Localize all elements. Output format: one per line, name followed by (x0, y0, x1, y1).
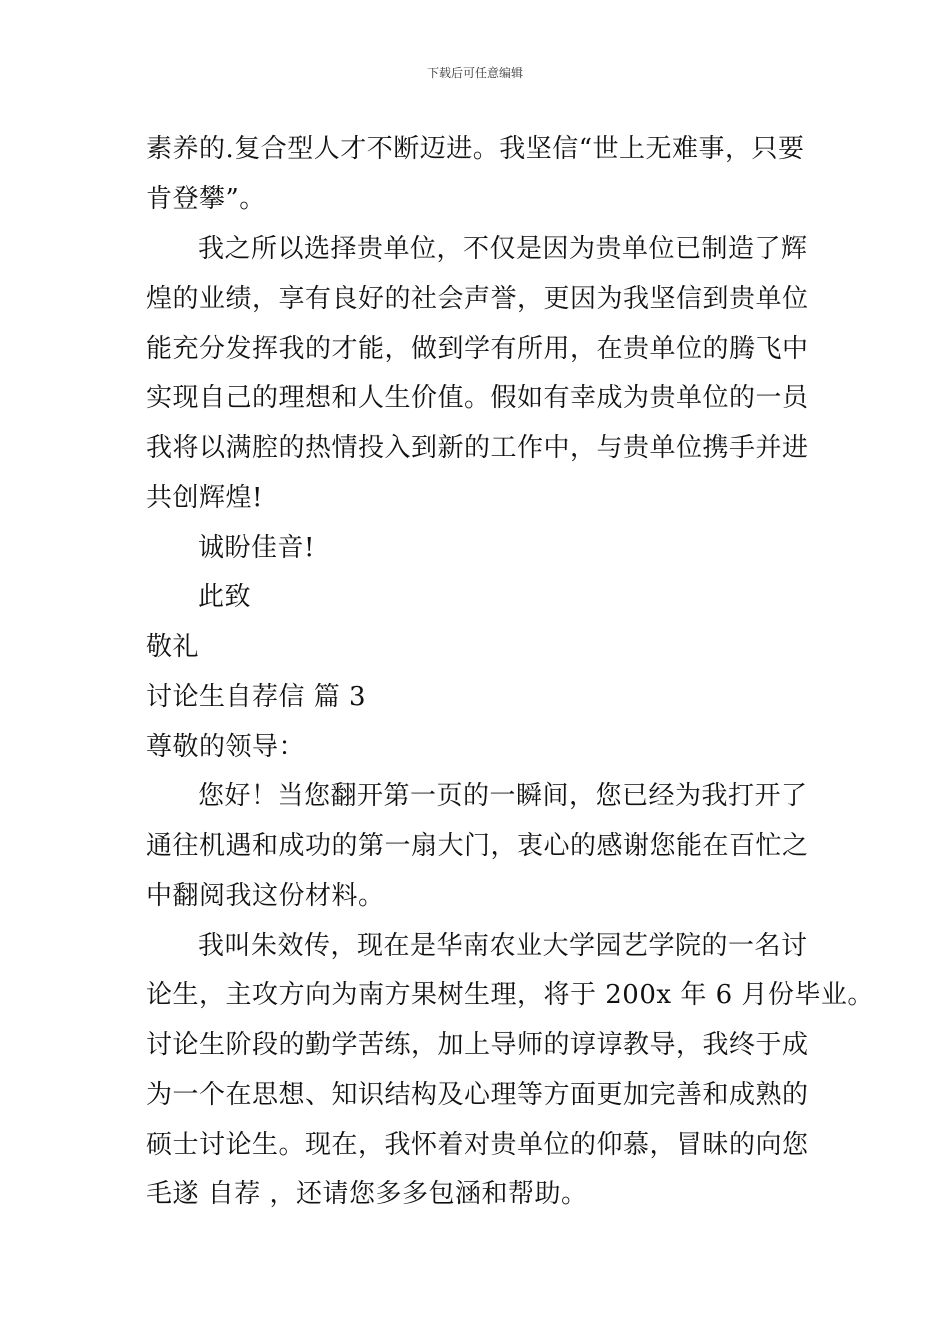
closing-line: 敬礼 (146, 632, 200, 662)
paragraph-line: 毛遂 自荐 ，还请您多多包涵和帮助。 (146, 1179, 588, 1209)
paragraph-line: 讨论生阶段的勤学苦练，加上导师的谆谆教导，我终于成 (146, 1030, 809, 1060)
paragraph-line: 我之所以选择贵单位，不仅是因为贵单位已制造了辉 (198, 234, 808, 264)
paragraph-line: 我将以满腔的热情投入到新的工作中，与贵单位携手并进 (146, 433, 809, 463)
paragraph-line: 肯登攀”。 (146, 184, 266, 214)
paragraph-line: 素养的.复合型人才不断迈进。我坚信“世上无难事，只要 (146, 134, 805, 164)
paragraph-line: 实现自己的理想和人生价值。假如有幸成为贵单位的一员 (146, 383, 809, 413)
paragraph-line: 共创辉煌! (146, 483, 263, 513)
paragraph-line: 通往机遇和成功的第一扇大门，衷心的感谢您能在百忙之 (146, 831, 809, 861)
paragraph-line: 硕士讨论生。现在，我怀着对贵单位的仰慕，冒昧的向您 (146, 1130, 809, 1160)
paragraph-line: 中翻阅我这份材料。 (146, 881, 385, 911)
paragraph-line: 论生，主攻方向为南方果树生理，将于 200x 年 6 月份毕业。 (146, 980, 874, 1010)
paragraph-line: 能充分发挥我的才能，做到学有所用，在贵单位的腾飞中 (146, 334, 809, 364)
closing-line: 诚盼佳音! (198, 533, 315, 563)
paragraph-line: 我叫朱效传，现在是华南农业大学园艺学院的一名讨 (198, 931, 808, 961)
paragraph-line: 为一个在思想、知识结构及心理等方面更加完善和成熟的 (146, 1080, 809, 1110)
salutation: 尊敬的领导： (146, 732, 306, 762)
section-title: 讨论生自荐信 篇 3 (146, 682, 367, 712)
paragraph-line: 煌的业绩，享有良好的社会声誉，更因为我坚信到贵单位 (146, 284, 809, 314)
paragraph-line: 您好！当您翻开第一页的一瞬间，您已经为我打开了 (198, 781, 808, 811)
closing-line: 此致 (198, 582, 252, 612)
page-header-note: 下载后可任意编辑 (426, 66, 523, 80)
